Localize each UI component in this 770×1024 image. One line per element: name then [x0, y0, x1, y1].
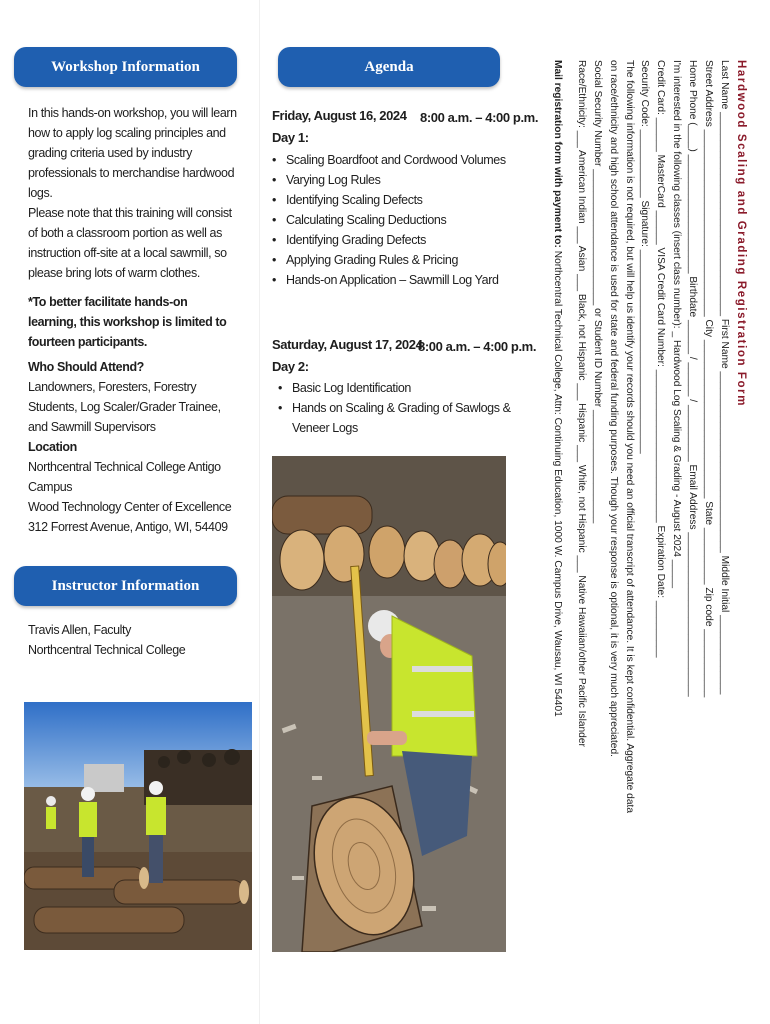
- instructor-name: Travis Allen, Faculty: [28, 623, 131, 637]
- workshop-limit-pre: *To better facilitate hands-on learning, this workshop is limited to: [28, 295, 227, 329]
- workshop-info-heading-text: Workshop Information: [51, 58, 200, 75]
- sawmill-yard-illustration: [24, 702, 252, 950]
- day2-date: Saturday, August 17, 2024: [272, 337, 423, 352]
- day1-label: Day 1:: [272, 130, 309, 145]
- form-line-address[interactable]: Street Address _________________________________ City ____________________________ State __________ Zip code ____________: [703, 60, 715, 698]
- topic-item: • Varying Log Rules: [272, 170, 522, 190]
- day1-topics: [272, 150, 522, 290]
- who-attend-heading: Who Should Attend?: [28, 360, 144, 374]
- mail-instructions: [549, 60, 565, 970]
- registration-form-panel: [550, 60, 750, 970]
- agenda-heading-text: Agenda: [364, 58, 414, 75]
- day2-time: 8:00 a.m. – 4:00 p.m.: [418, 339, 537, 354]
- day2-label: Day 2:: [272, 359, 309, 374]
- workshop-note: Please note that this training will consist of both a classroom portion as well as instruction off-site at a local sawmill, so please bring lots of warm clothes.: [28, 206, 232, 280]
- mail-address: Northcentral Technical College, Attn: Continuing Education, 1000 W. Campus Drive, Wausau, WI 54401: [551, 247, 563, 717]
- form-line-race-ethnicity[interactable]: Race/Ethnicity: ___ American Indian ___ Asian ___ Black, not Hispanic ___ Hispanic ___ White, not Hispanic ___ Native Hawaiian/other Pacific Islander: [575, 60, 587, 747]
- registration-form-title: Hardwood Scaling and Grading Registration Form: [735, 60, 747, 408]
- topic-item: • Applying Grading Rules & Pricing: [272, 250, 522, 270]
- topic-item: • Scaling Boardfoot and Cordwood Volumes: [272, 150, 522, 170]
- day2-topics: [278, 378, 538, 438]
- location-line: Wood Technology Center of Excellence: [28, 500, 232, 514]
- topic-item: • Basic Log Identification: [278, 378, 538, 398]
- instructor-info-heading: [14, 566, 237, 606]
- sawmill-yard-photo: [24, 702, 252, 950]
- topic-item: • Hands on Scaling & Grading of Sawlogs & Veneer Logs: [278, 398, 538, 438]
- workshop-intro: In this hands-on workshop, you will learn how to apply log scaling principles and grading criteria used by industry professionals to merchandise hardwood logs.: [28, 106, 237, 200]
- form-line-ssn[interactable]: Social Security Number ________________________ or Student ID Number ____________________: [591, 60, 603, 524]
- instructor-org: Northcentral Technical College: [28, 643, 186, 657]
- form-line-name[interactable]: Last Name ____________________________________ First Name ________________________________ Middle Initial ______________: [719, 60, 730, 695]
- topic-item: • Hands-on Application – Sawmill Log Yard: [272, 270, 522, 290]
- workshop-limit-number: fourteen: [28, 335, 75, 349]
- location-heading: Location: [28, 440, 77, 454]
- day1-time: 8:00 a.m. – 4:00 p.m.: [420, 110, 539, 125]
- who-attend-text: Landowners, Foresters, Forestry Students, Log Scaler/Grader Trainee, and Sawmill Supervisors: [28, 380, 221, 434]
- form-line-privacy-note-2: on race/ethnicity and high school attendance is used for state and federal funding purposes. Though your response is optional, it is very much appreciated.: [607, 60, 619, 757]
- topic-item: • Identifying Scaling Defects: [272, 190, 522, 210]
- workshop-limit: [28, 292, 238, 352]
- topic-item: • Identifying Grading Defects: [272, 230, 522, 250]
- agenda-heading: [278, 47, 500, 87]
- form-line-classes[interactable]: I'm interested in the following classes (insert class number): _ Hardwood Log Scaling & Grading - August 2024 _____: [671, 60, 683, 589]
- form-line-security[interactable]: Security Code: ____________ Signature: ____________________________________: [639, 60, 651, 454]
- instructor-info-heading-text: Instructor Information: [51, 577, 200, 594]
- form-line-phone[interactable]: Home Phone (____) _____________________ Birthdate ______ / ______ / __________ Email Address _____________________________: [687, 60, 699, 697]
- log-scaling-photo: [272, 456, 506, 952]
- workshop-limit-post: participants.: [74, 335, 148, 349]
- panel-fold-line: [259, 0, 260, 1024]
- form-line-credit-card[interactable]: Credit Card: ______ MasterCard ______ VISA Credit Card Number: ___________________________ Expiration Date: __________: [655, 60, 667, 658]
- instructor-details: [28, 620, 248, 660]
- log-scaling-illustration: [272, 456, 506, 952]
- topic-item: • Calculating Scaling Deductions: [272, 210, 522, 230]
- registration-form: [550, 60, 750, 970]
- location-line: 312 Forrest Avenue, Antigo, WI, 54409: [28, 520, 228, 534]
- mail-label: Mail registration form with payment to:: [551, 60, 563, 248]
- workshop-info-heading: [14, 47, 237, 87]
- form-line-privacy-note-1: The following information is not required, but will help us identify your records should you need an official transcript of attendance. It is kept confidential. Aggregate data: [623, 60, 635, 813]
- location-line: Northcentral Technical College Antigo Campus: [28, 460, 221, 494]
- day1-date: Friday, August 16, 2024: [272, 108, 407, 123]
- location-address: [28, 457, 253, 537]
